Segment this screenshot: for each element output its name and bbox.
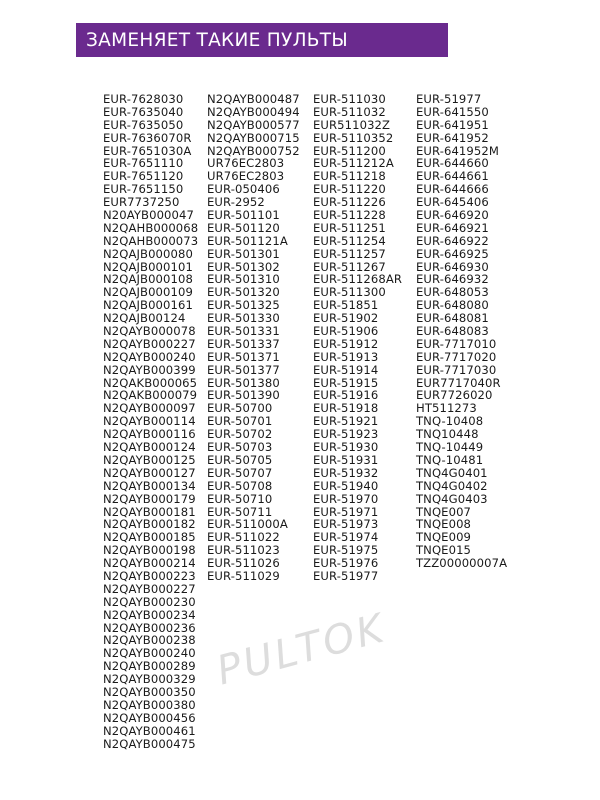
model-code: TNQE008 [416,517,472,532]
model-code: EUR-50701 [207,414,273,429]
model-code: EUR-501120 [207,220,280,235]
model-code: N2QAYB000223 [103,568,196,583]
model-code: EUR-51977 [313,568,379,583]
model-code: EUR-50700 [207,401,273,416]
model-code: EUR-501331 [207,324,280,339]
model-code: EUR-51916 [313,388,379,403]
model-code: TNQE007 [416,504,472,519]
model-code: EUR-050406 [207,182,280,197]
model-code: EUR-7717010 [416,336,497,351]
model-code: EUR-646932 [416,272,489,287]
model-code: EUR-51976 [313,556,379,571]
model-code: EUR-511200 [313,143,386,158]
model-code: EUR-501380 [207,375,280,390]
model-code: N2QAYB000475 [103,736,196,751]
model-code: EUR-51977 [416,92,482,106]
model-code: N2QAYB000181 [103,504,196,519]
model-code: TNQ-10408 [416,414,484,429]
model-code: EUR-641952 [416,130,489,145]
model-code: EUR-5110352 [313,130,394,145]
model-code: EUR-2952 [207,195,265,210]
model-code: EUR-511218 [313,169,386,184]
model-code: EUR-50707 [207,465,273,480]
model-code: N2QAYB000214 [103,556,196,571]
model-code: EUR-51851 [313,298,379,313]
model-code: EUR-51921 [313,414,379,429]
model-code: N2QAYB000577 [207,117,300,132]
model-code: N2QAYB000494 [207,104,300,119]
model-code: TNQE015 [416,543,472,558]
model-code: EUR-511257 [313,246,386,261]
model-code: EUR-7628030 [103,92,184,106]
model-code: EUR-7636070R [103,130,192,145]
model-code: EUR-51923 [313,427,379,442]
model-code: TNQ-10481 [416,452,484,467]
model-code: N2QAYB000185 [103,530,196,545]
model-code: UR76EC2803 [207,169,285,184]
model-code: EUR-501302 [207,259,280,274]
model-code: EUR-51973 [313,517,379,532]
model-code: EUR-7651150 [103,182,184,197]
model-code: N2QAYB000182 [103,517,196,532]
model-list-column-2 [207,93,300,583]
model-code: EUR-50703 [207,440,273,455]
model-code: EUR-51914 [313,362,379,377]
model-code: N2QAHB000073 [103,233,199,248]
model-code: N2QAYB000234 [103,607,196,622]
model-code: EUR-7651120 [103,169,184,184]
model-code: N2QAYB000114 [103,414,196,429]
model-code: N2QAYB000127 [103,465,196,480]
model-code: EUR-646922 [416,233,489,248]
model-code: EUR-645406 [416,195,489,210]
model-code: EUR-646930 [416,259,489,274]
model-code: EUR-501310 [207,272,280,287]
model-code: N2QAYB000240 [103,646,196,661]
model-code: EUR-51915 [313,375,379,390]
model-code: EUR-7635050 [103,117,184,132]
model-code: EUR-501301 [207,246,280,261]
model-code: N2QAYB000240 [103,349,196,364]
model-code: HT511273 [416,401,477,416]
model-code: EUR-7635040 [103,104,184,119]
model-code: EUR-51912 [313,336,379,351]
model-code: EUR-51971 [313,504,379,519]
model-code: EUR-501377 [207,362,280,377]
model-code: EUR-501371 [207,349,280,364]
model-code: EUR-641951 [416,117,489,132]
model-code: EUR-511300 [313,285,386,300]
model-code: EUR-7651030A [103,143,192,158]
model-code: N2QAHB000068 [103,220,199,235]
model-code: N2QAJB000101 [103,259,193,274]
model-code: N2QAYB000461 [103,723,196,738]
model-code: EUR-648080 [416,298,489,313]
model-code: EUR-648083 [416,324,489,339]
model-code: EUR-51940 [313,478,379,493]
model-code: UR76EC2803 [207,156,285,171]
model-code: N2QAJB000109 [103,285,193,300]
model-code: N2QAYB000236 [103,620,196,635]
model-code: EUR-641952M [416,143,499,158]
model-code: N2QAJB000080 [103,246,193,261]
model-code: N20AYB000047 [103,208,194,223]
model-code: EUR-51970 [313,491,379,506]
model-code: EUR-644660 [416,156,489,171]
model-code: EUR-644666 [416,182,489,197]
model-list-column-3 [313,93,402,583]
model-code: N2QAYB000752 [207,143,300,158]
model-code: EUR-501320 [207,285,280,300]
model-code: EUR-501121A [207,233,288,248]
model-code: EUR-644661 [416,169,489,184]
model-code: EUR-648053 [416,285,489,300]
model-code: EUR-511251 [313,220,386,235]
model-code: EUR-501330 [207,311,280,326]
model-code: EUR-51906 [313,324,379,339]
model-code: EUR7717040R [416,375,501,390]
model-code: TNQ-10449 [416,440,484,455]
model-code: EUR-511000A [207,517,288,532]
banner-title: ЗАМЕНЯЕТ ТАКИЕ ПУЛЬТЫ [86,29,349,51]
model-code: EUR-511220 [313,182,386,197]
model-code: EUR-501390 [207,388,280,403]
model-code: TNQ4G0403 [416,491,488,506]
model-code: EUR-511226 [313,195,386,210]
watermark-logo: PULTOK [212,605,392,695]
model-code: TNQE009 [416,530,472,545]
model-code: EUR-50705 [207,452,273,467]
model-code: EUR-511030 [313,92,386,106]
model-code: EUR-51930 [313,440,379,455]
model-code: EUR-51918 [313,401,379,416]
model-code: EUR-51931 [313,452,379,467]
model-code: EUR-511029 [207,568,280,583]
model-code: EUR-50711 [207,504,273,519]
model-code: N2QAYB000399 [103,362,196,377]
model-code: EUR-641550 [416,104,489,119]
model-list-column-1 [103,93,198,750]
model-code: N2QAYB000456 [103,710,196,725]
model-code: EUR-50702 [207,427,273,442]
model-code: EUR7737250 [103,195,180,210]
model-code: EUR-646921 [416,220,489,235]
model-code: N2QAJB000161 [103,298,193,313]
title-banner [76,23,448,57]
model-code: EUR-511228 [313,208,386,223]
model-code: N2QAYB000198 [103,543,196,558]
model-code: EUR-511267 [313,259,386,274]
model-code: EUR-51974 [313,530,379,545]
model-code: EUR-511026 [207,556,280,571]
model-code: N2QAJB00124 [103,311,186,326]
model-list-column-4 [416,93,507,570]
model-code: TNQ4G0402 [416,478,488,493]
model-code: N2QAYB000116 [103,427,196,442]
model-code: EUR-511212A [313,156,394,171]
model-code: N2QAYB000289 [103,659,196,674]
model-code: EUR-50710 [207,491,273,506]
model-code: N2QAYB000097 [103,401,196,416]
model-code: EUR-646925 [416,246,489,261]
model-code: EUR-51932 [313,465,379,480]
model-code: N2QAKB000079 [103,388,198,403]
model-code: N2QAYB000227 [103,581,196,596]
model-code: N2QAYB000078 [103,324,196,339]
model-code: EUR7726020 [416,388,493,403]
model-code: N2QAYB000125 [103,452,196,467]
model-code: N2QAJB000108 [103,272,193,287]
model-code: TZZ00000007A [416,556,508,571]
model-code: N2QAYB000487 [207,92,300,106]
model-code: N2QAYB000134 [103,478,196,493]
model-code: EUR-7717020 [416,349,497,364]
model-code: EUR-648081 [416,311,489,326]
model-code: N2QAYB000238 [103,633,196,648]
model-code: N2QAYB000715 [207,130,300,145]
model-code: N2QAKB000065 [103,375,198,390]
model-code: EUR-501325 [207,298,280,313]
model-code: EUR-511254 [313,233,386,248]
model-code: EUR-511022 [207,530,280,545]
model-code: N2QAYB000179 [103,491,196,506]
model-code: N2QAYB000227 [103,336,196,351]
model-code: TNQ10448 [416,427,479,442]
model-code: EUR511032Z [313,117,391,132]
model-code: EUR-511268AR [313,272,403,287]
model-code: EUR-7651110 [103,156,184,171]
model-code: EUR-646920 [416,208,489,223]
model-code: EUR-51975 [313,543,379,558]
model-code: EUR-51913 [313,349,379,364]
model-code: TNQ4G0401 [416,465,488,480]
model-code: EUR-7717030 [416,362,497,377]
model-code: N2QAYB000230 [103,594,196,609]
model-code: N2QAYB000329 [103,672,196,687]
model-code: EUR-501101 [207,208,280,223]
model-code: N2QAYB000350 [103,684,196,699]
model-code: EUR-511023 [207,543,280,558]
model-code: EUR-511032 [313,104,386,119]
model-code: N2QAYB000124 [103,440,196,455]
model-code: EUR-50708 [207,478,273,493]
model-code: EUR-51902 [313,311,379,326]
model-code: N2QAYB000380 [103,697,196,712]
model-code: EUR-501337 [207,336,280,351]
